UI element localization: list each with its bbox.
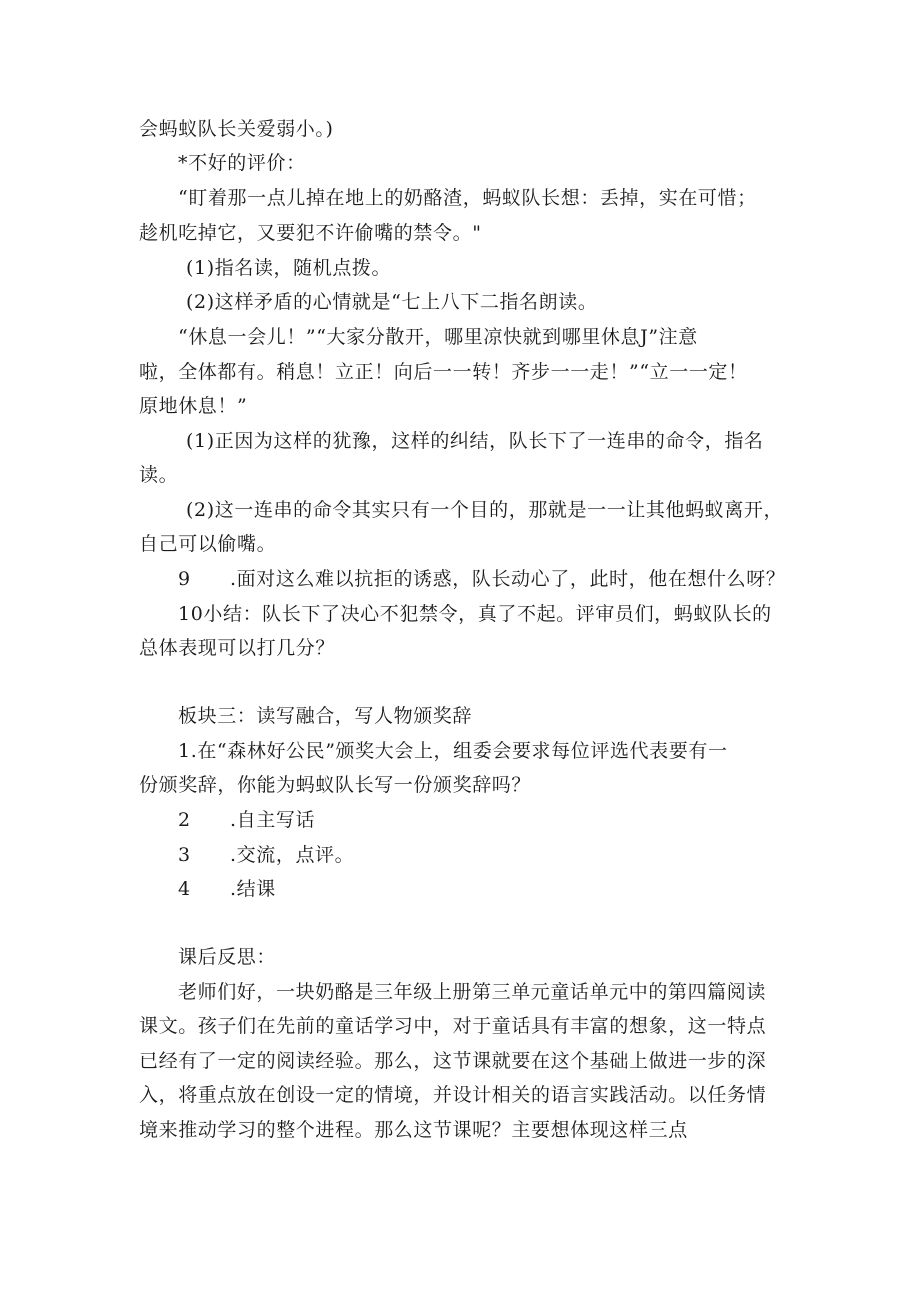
list-number: 3 bbox=[178, 844, 191, 866]
list-text: .面对这么难以抗拒的诱惑，队长动心了，此时，他在想什么呀？ bbox=[230, 568, 786, 590]
text-line: 会蚂蚁队长关爱弱小。) bbox=[139, 118, 334, 140]
text-line: “盯着那一点儿掉在地上的奶酪渣，蚂蚁队长想：丢掉，实在可惜； bbox=[178, 187, 757, 209]
list-item: (1)正因为这样的犹豫，这样的纠结，队长下了一连串的命令，指名 bbox=[186, 430, 764, 452]
list-item bbox=[178, 877, 828, 901]
list-number: 4 bbox=[178, 878, 191, 900]
text-line: 自己可以偷嘴。 bbox=[139, 533, 277, 555]
text-line: 课文。孩子们在先前的童话学习中，对于童话具有丰富的想象，这一特点 bbox=[139, 1015, 767, 1037]
list-item: (2)这样矛盾的心情就是“七上八下二指名朗读。 bbox=[186, 291, 598, 313]
text-line: 趁机吃掉它，又要犯不许偷嘴的禁令。" bbox=[139, 222, 482, 244]
text-line: 总体表现可以打几分？ bbox=[139, 637, 336, 659]
list-text: .交流，点评。 bbox=[230, 844, 355, 866]
text-line: 境来推动学习的整个进程。那么这节课呢？主要想体现这样三点 bbox=[139, 1119, 688, 1141]
list-text: .自主写话 bbox=[230, 809, 316, 831]
text-line: “休息一会儿！”“大家分散开，哪里凉快就到哪里休息J”注意 bbox=[178, 326, 698, 348]
list-item: (1)指名读，随机点拨。 bbox=[186, 257, 392, 279]
text-line: 入，将重点放在创设一定的情境，并设计相关的语言实践活动。以任务情 bbox=[139, 1084, 767, 1106]
text-line: 已经有了一定的阅读经验。那么，这节课就要在这个基础上做进一步的深 bbox=[139, 1050, 767, 1072]
section-heading: 课后反思： bbox=[178, 946, 277, 968]
list-item: 1.在“森林好公民”颁奖大会上，组委会要求每位评选代表要有一 bbox=[178, 740, 728, 762]
text-line: 读。 bbox=[139, 464, 179, 486]
section-heading: 板块三：读写融合，写人物颁奖辞 bbox=[178, 705, 473, 727]
list-text: .结课 bbox=[230, 878, 276, 900]
list-number: 9 bbox=[178, 568, 191, 590]
list-item: 10小结：队长下了决心不犯禁令，真了不起。评审员们，蚂蚁队长的 bbox=[178, 603, 772, 625]
list-item bbox=[178, 808, 828, 832]
list-item bbox=[178, 843, 828, 867]
list-item bbox=[178, 567, 828, 591]
text-line: *不好的评价： bbox=[178, 152, 306, 174]
list-number: 2 bbox=[178, 809, 191, 831]
list-item: (2)这一连串的命令其实只有一个目的，那就是一一让其他蚂蚁离开， bbox=[186, 499, 784, 521]
text-line: 份颁奖辞，你能为蚂蚁队长写一份颁奖辞吗？ bbox=[139, 774, 532, 796]
text-line: 啦，全体都有。稍息！立正！向后一一转！齐步一一走！”“立一一定！ bbox=[139, 361, 748, 383]
text-line: 老师们好，一块奶酪是三年级上册第三单元童话单元中的第四篇阅读 bbox=[178, 981, 767, 1003]
text-line: 原地休息！” bbox=[139, 395, 248, 417]
